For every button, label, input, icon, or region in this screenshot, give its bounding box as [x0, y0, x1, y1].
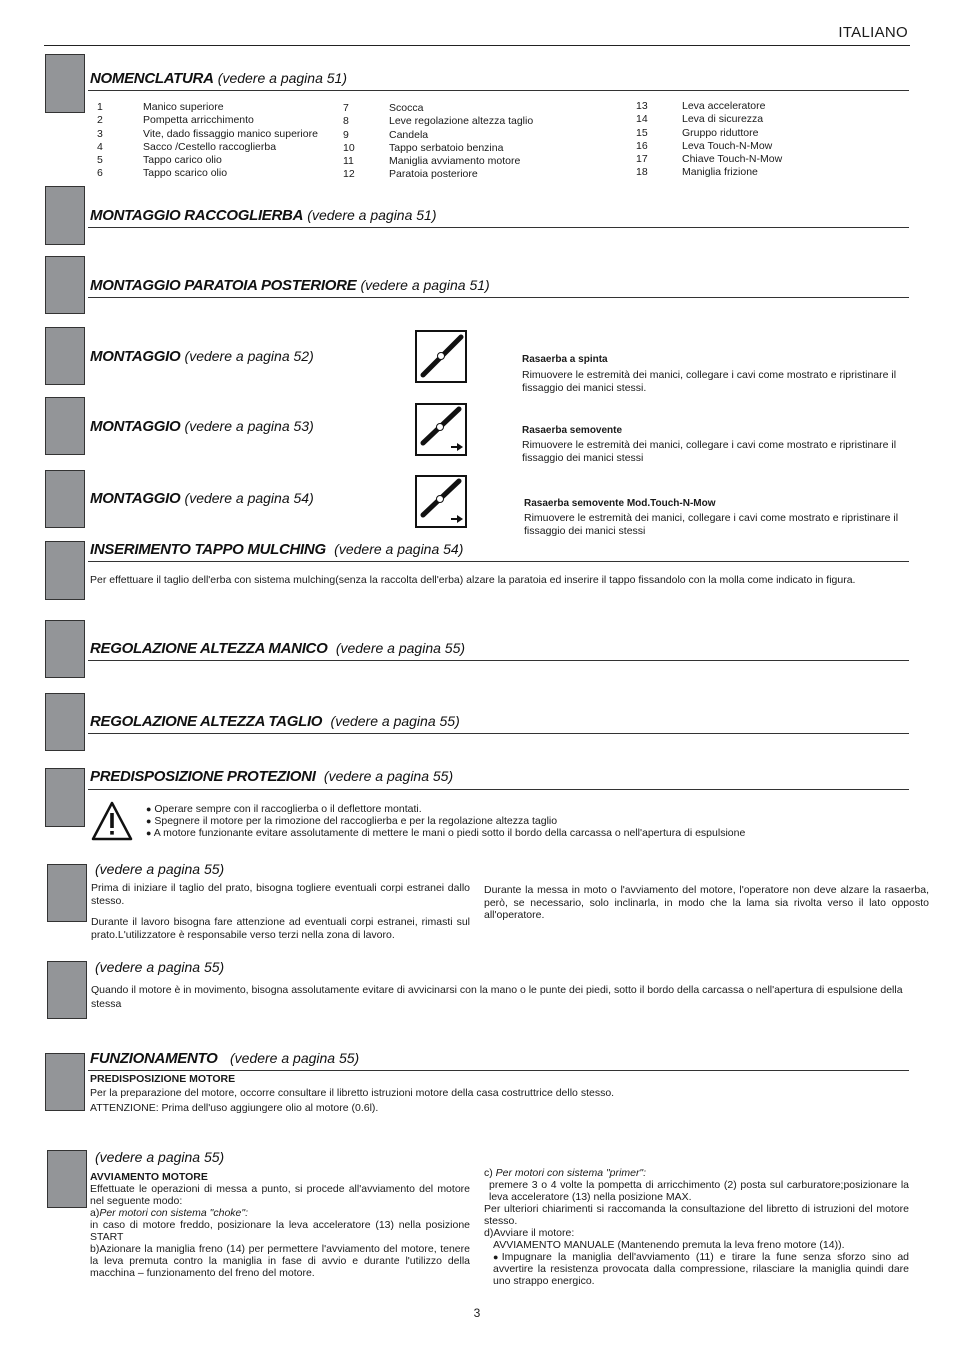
section-marker [45, 186, 85, 245]
touch-n-mow-handle-icon [415, 475, 467, 528]
section-title-regolazione-manico: REGOLAZIONE ALTEZZA MANICO (vedere a pagina 55) [90, 640, 466, 657]
mulching-text: Per effettuare il taglio dell'erba con sistema mulching(senza la raccolta dell'erba) alzare la paratoia ed inserire il tappo fissandolo con la molla come indicato in figura. [90, 574, 856, 586]
section-title-regolazione-taglio: REGOLAZIONE ALTEZZA TAGLIO (vedere a pagina 55) [90, 713, 460, 730]
section-marker [45, 54, 85, 113]
paragraph: Prima di iniziare il taglio del prato, bisogna togliere eventuali corpi estranei dallo stesso. [91, 882, 470, 907]
montaggio-1-text [522, 353, 912, 395]
paragraph: a)Per motori con sistema "choke": [90, 1207, 249, 1219]
section-ref-sicurezza-2: (vedere a pagina 55) [95, 959, 225, 975]
section-divider [88, 1070, 909, 1071]
section-divider [88, 561, 909, 562]
sicurezza-2-text: Quando il motore è in movimento, bisogna assolutamente evitare di avvicinarsi con la mano o le punte dei piedi, sotto il bordo della carcassa o nell'apertura di espulsione della stessa [91, 984, 903, 1010]
warning-triangle-icon [90, 800, 134, 847]
avviamento-left [90, 1171, 470, 1279]
section-marker [45, 470, 85, 528]
section-title-montaggio-3: MONTAGGIO (vedere a pagina 54) [90, 490, 314, 507]
montaggio-2-heading: Rasaerba semovente [522, 425, 623, 436]
section-marker [45, 768, 85, 827]
section-divider [88, 660, 909, 661]
paragraph: c) Per motori con sistema "primer": [484, 1167, 647, 1179]
nomenclature-column-2 [343, 102, 533, 182]
list-item: 14 Leva di sicurezza [636, 113, 764, 126]
section-ref-avviamento: (vedere a pagina 55) [95, 1149, 225, 1165]
montaggio-2-body: Rimuovere le estremità dei manici, collegare i cavi come mostrato e ripristinare il fissaggio dei manici stessi [522, 439, 897, 464]
list-item: 6 Tappo scarico olio [97, 167, 228, 180]
paragraph: in caso di motore freddo, posizionare la leva acceleratore (13) nella posizione START [90, 1219, 470, 1243]
section-divider [88, 227, 909, 228]
list-item: 5 Tappo carico olio [97, 154, 222, 167]
section-marker [45, 541, 85, 600]
paragraph: Effettuate le operazioni di messa a punto, si procede all'avviamento del motore nel seguente modo: [90, 1183, 470, 1207]
self-propelled-mower-handle-icon [415, 403, 467, 456]
montaggio-3-text [524, 497, 914, 538]
section-marker [47, 1150, 87, 1208]
list-item: 1 Manico superiore [97, 101, 224, 113]
section-title-montaggio-1: MONTAGGIO (vedere a pagina 52) [90, 348, 314, 365]
list-item: 3 Vite, dado fissaggio manico superiore [97, 127, 318, 140]
section-marker [47, 864, 87, 922]
paragraph: ●Impugnare la maniglia dell'avviamento (11) e tirare la fune senza sforzo sino ad avvertire la resistenza provocata dalla compressione, rilasciare la maniglia quindi dare uno strappo energico. [493, 1251, 909, 1287]
section-marker [45, 693, 85, 751]
section-marker [45, 620, 85, 678]
avviamento-right [484, 1167, 909, 1287]
paragraph: ATTENZIONE: Prima dell'uso aggiungere olio al motore (0.6l). [90, 1102, 379, 1114]
section-divider [88, 297, 909, 298]
section-title-protezioni: PREDISPOSIZIONE PROTEZIONI (vedere a pagina 55) [90, 768, 454, 785]
list-item: 11 Maniglia avviamento motore [343, 155, 521, 168]
section-divider [88, 789, 909, 790]
section-divider [88, 733, 909, 734]
nomenclature-column-3 [636, 100, 782, 180]
subheading: AVVIAMENTO MOTORE [90, 1171, 208, 1183]
list-item: 10 Tappo serbatoio benzina [343, 141, 504, 154]
paragraph: AVVIAMENTO MANUALE (Mantenendo premuta la leva freno motore (14)). [493, 1239, 845, 1251]
list-item: 12 Paratoia posteriore [343, 168, 478, 181]
section-divider [88, 90, 909, 91]
paragraph: Per ulteriori chiarimenti si raccomanda la consultazione del libretto di istruzioni del motore stesso. [484, 1203, 909, 1227]
list-item: 13 Leva acceleratore [636, 100, 766, 112]
list-item: ● Spegnere il motore per la rimozione del raccoglierba e per la regolazione altezza taglio [146, 815, 558, 827]
list-item: ● A motore funzionante evitare assolutamente di mettere le mani o piedi sotto il bordo della carcassa o nell'apertura di espulsione [146, 827, 746, 839]
push-mower-handle-icon [415, 330, 467, 383]
section-title-montaggio-2: MONTAGGIO (vedere a pagina 53) [90, 418, 314, 435]
section-marker [45, 256, 85, 314]
section-title-montaggio-paratoia: MONTAGGIO PARATOIA POSTERIORE (vedere a pagina 51) [90, 277, 490, 294]
list-item: 16 Leva Touch-N-Mow [636, 139, 773, 152]
montaggio-1-body: Rimuovere le estremità dei manici, collegare i cavi come mostrato e ripristinare il fissaggio dei manici stessi. [522, 369, 897, 394]
section-title-nomenclatura: NOMENCLATURA (vedere a pagina 51) [90, 70, 347, 87]
paragraph: premere 3 o 4 volte la pompetta di arricchimento (2) posta sul carburatore;posizionare la leva acceleratore (13) nella posizione MAX. [489, 1179, 909, 1203]
section-marker [47, 961, 87, 1019]
protezioni-bullet-list [146, 803, 745, 839]
section-title-montaggio-raccoglierba: MONTAGGIO RACCOGLIERBA (vedere a pagina 51) [90, 207, 437, 224]
montaggio-2-text [522, 424, 912, 465]
montaggio-1-heading: Rasaerba a spinta [522, 354, 608, 365]
list-item: 18 Maniglia frizione [636, 166, 758, 179]
section-marker [45, 1053, 85, 1111]
list-item: 7 Scocca [343, 102, 424, 114]
section-title-mulching: INSERIMENTO TAPPO MULCHING (vedere a pagina 54) [90, 541, 464, 558]
montaggio-3-heading: Rasaerba semovente Mod.Touch-N-Mow [524, 498, 716, 509]
header-divider [44, 45, 910, 46]
section-title-funzionamento: FUNZIONAMENTO (vedere a pagina 55) [90, 1050, 360, 1067]
list-item: 15 Gruppo riduttore [636, 126, 759, 139]
section-marker [45, 397, 85, 455]
language-label: ITALIANO [838, 24, 908, 41]
list-item: 17 Chiave Touch-N-Mow [636, 153, 783, 166]
paragraph: Per la preparazione del motore, occorre consultare il libretto istruzioni motore della casa costruttrice dello stesso. [90, 1087, 615, 1099]
sicurezza-1-right: Durante la messa in moto o l'avviamento del motore, l'operatore non deve alzare la rasaerba, però, se necessario, solo inclinarla, in modo che la lama sia rivolta verso il lato opposto all'operatore. [484, 884, 929, 921]
list-item: 9 Candela [343, 128, 429, 141]
paragraph: b)Azionare la maniglia freno (14) per permettere l'avviamento del motore, tenere la leva premuta contro la maniglia in fase di avvio e durante l'utilizzo della macchina – funzionamento del freno del motore. [90, 1243, 470, 1279]
montaggio-3-body: Rimuovere le estremità dei manici, collegare i cavi come mostrato e ripristinare il fissaggio dei manici stessi [524, 512, 899, 537]
funzionamento-text [90, 1072, 910, 1115]
page-number: 3 [473, 1306, 481, 1320]
list-item: 4 Sacco /Cestello raccoglierba [97, 140, 277, 153]
sicurezza-1-left [91, 882, 470, 941]
paragraph: d)Avviare il motore: [484, 1227, 575, 1239]
list-item: 2 Pompetta arricchimento [97, 114, 254, 127]
list-item: 8 Leve regolazione altezza taglio [343, 115, 534, 128]
list-item: ● Operare sempre con il raccoglierba o il deflettore montati. [146, 803, 422, 815]
nomenclature-column-1 [97, 101, 318, 181]
section-ref-sicurezza-1: (vedere a pagina 55) [95, 861, 225, 877]
paragraph: Durante il lavoro bisogna fare attenzione ad eventuali corpi estranei, rimasti sul prato.L'utilizzatore è responsabile verso terzi nella zona di lavoro. [91, 916, 470, 941]
subheading: PREDISPOSIZIONE MOTORE [90, 1073, 236, 1085]
section-marker [45, 327, 85, 385]
